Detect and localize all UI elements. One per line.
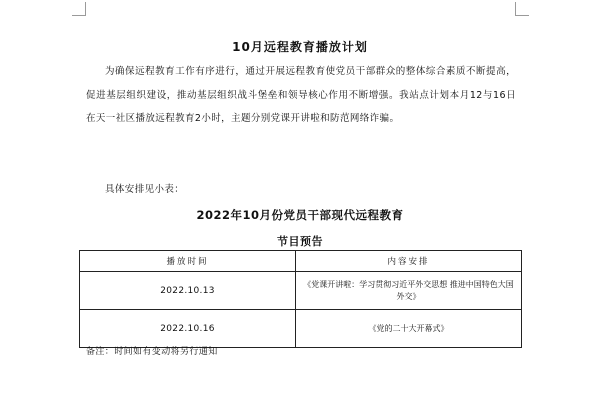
row-date: 2022.10.16 (80, 310, 296, 348)
crop-mark (85, 2, 86, 16)
document-title: 10月远程教育播放计划 (232, 40, 368, 54)
schedule-heading: 2022年10月份党员干部现代远程教育 (196, 208, 404, 222)
footnote: 备注：时间如有变动将另行通知 (86, 347, 218, 357)
table-header-row (80, 251, 522, 272)
intro-paragraph: 为确保远程教育工作有序进行，通过开展远程教育使党员干部群众的整体综合素质不断提高，促进基层组织建设，推动基层组织战斗堡垒和领导核心作用不断增强。我站点计划本月12与16日在天一社区播放远程教育2小时，主题分别党课开讲啦和防范网络诈骗。 (86, 66, 516, 124)
table-row (80, 272, 522, 310)
crop-mark (72, 15, 86, 16)
table-row (80, 310, 522, 348)
crop-mark (515, 15, 529, 16)
lead-in-text: 具体安排见小表： (105, 184, 185, 195)
schedule-subheading: 节目预告 (277, 235, 323, 248)
row-content: 《党的二十大开幕式》 (296, 310, 522, 348)
row-content: 《党课开讲啦：学习贯彻习近平外交思想 推进中国特色大国外交》 (296, 272, 522, 310)
schedule-table (79, 250, 522, 348)
column-header-content: 内容安排 (296, 251, 522, 272)
column-header-time: 播放时间 (80, 251, 296, 272)
row-date: 2022.10.13 (80, 272, 296, 310)
crop-mark (515, 2, 516, 16)
